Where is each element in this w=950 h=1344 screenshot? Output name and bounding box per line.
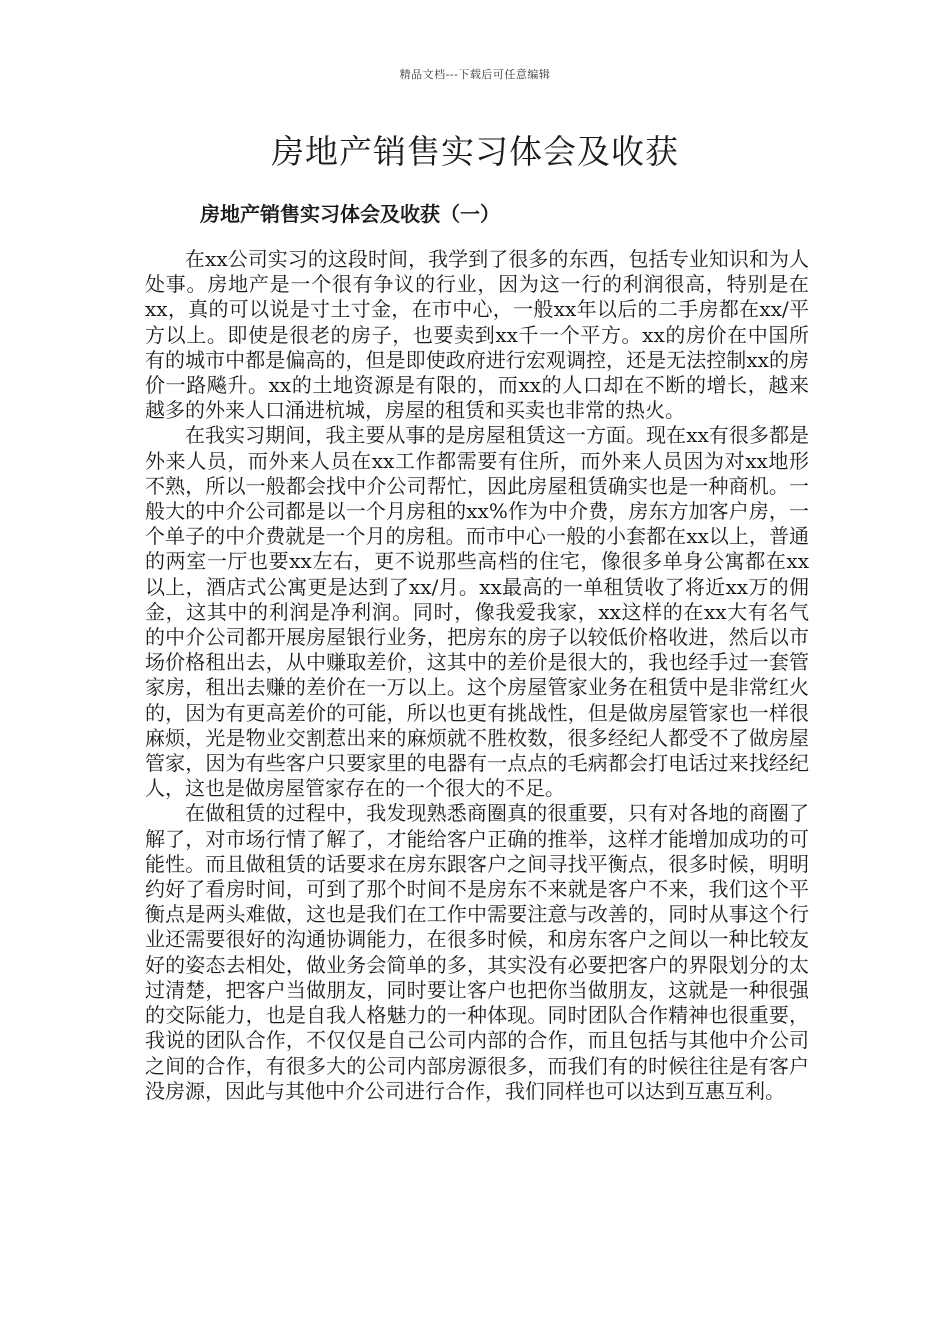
paragraph-3: 在做租赁的过程中，我发现熟悉商圈真的很重要，只有对各地的商圈了解了，对市场行情了解了，才能给客户正确的推举，这样才能增加成功的可能性。而且做租赁的话要求在房东跟客户之间寻找平衡点，很多时候，明明约好了看房时间，可到了那个时间不是房东不来就是客户不来，我们这个平衡点是两头难做，这也是我们在工作中需要注意与改善的，同时从事这个行业还需要很好的沟通协调能力，在很多时候，和房东客户之间以一种比较友好的姿态去相处，做业务会简单的多，其实没有必要把客户的界限划分的太过清楚，把客户当做朋友，同时要让客户也把你当做朋友，这就是一种很强的交际能力，也是自我人格魅力的一种体现。同时团队合作精神也很重要，我说的团队合作，不仅仅是自己公司内部的合作，而且包括与其他中介公司之间的合作，有很多大的公司内部房源很多，而我们有的时候往往是有客户没房源，因此与其他中介公司进行合作，我们同样也可以达到互惠互利。 bbox=[145, 801, 809, 1103]
document-title: 房地产销售实习体会及收获 bbox=[271, 132, 679, 171]
paragraph-1: 在xx公司实习的这段时间，我学到了很多的东西，包括专业知识和为人处事。房地产是一个很有争议的行业，因为这一行的利润很高，特别是在xx，真的可以说是寸土寸金，在市中心，一般xx年以后的二手房都在xx/平方以上。即使是很老的房子，也要卖到xx千一个平方。xx的房价在中国所有的城市中都是偏高的，但是即使政府进行宏观调控，还是无法控制xx的房价一路飚升。xx的土地资源是有限的，而xx的人口却在不断的增长，越来越多的外来人口涌进杭城，房屋的租赁和买卖也非常的热火。 bbox=[145, 247, 809, 423]
paragraph-2: 在我实习期间，我主要从事的是房屋租赁这一方面。现在xx有很多都是外来人员，而外来人员在xx工作都需要有住所，而外来人员因为对xx地形不熟，所以一般都会找中介公司帮忙，因此房屋租赁确实也是一种商机。一般大的中介公司都是以一个月房租的xx%作为中介费，房东方加客户房，一个单子的中介费就是一个月的房租。而市中心一般的小套都在xx以上，普通的两室一厅也要xx左右，更不说那些高档的住宅，像很多单身公寓都在xx以上，酒店式公寓更是达到了xx/月。xx最高的一单租赁收了将近xx万的佣金，这其中的利润是净利润。同时，像我爱我家，xx这样的在xx大有名气的中介公司都开展房屋银行业务，把房东的房子以较低价格收进，然后以市场价格租出去，从中赚取差价，这其中的差价是很大的，我也经手过一套管家房，租出去赚的差价在一万以上。这个房屋管家业务在租赁中是非常红火的，因为有更高差价的可能，所以也更有挑战性，但是做房屋管家也一样很麻烦，光是物业交割惹出来的麻烦就不胜枚数，很多经纪人都受不了做房屋管家，因为有些客户只要家里的电器有一点点的毛病都会打电话过来找经纪人，这也是做房屋管家存在的一个很大的不足。 bbox=[145, 423, 809, 801]
header-note: 精品文档---下载后可任意编辑 bbox=[399, 68, 551, 81]
document-subtitle: 房地产销售实习体会及收获（一） bbox=[200, 202, 500, 226]
document-body bbox=[145, 247, 809, 1104]
